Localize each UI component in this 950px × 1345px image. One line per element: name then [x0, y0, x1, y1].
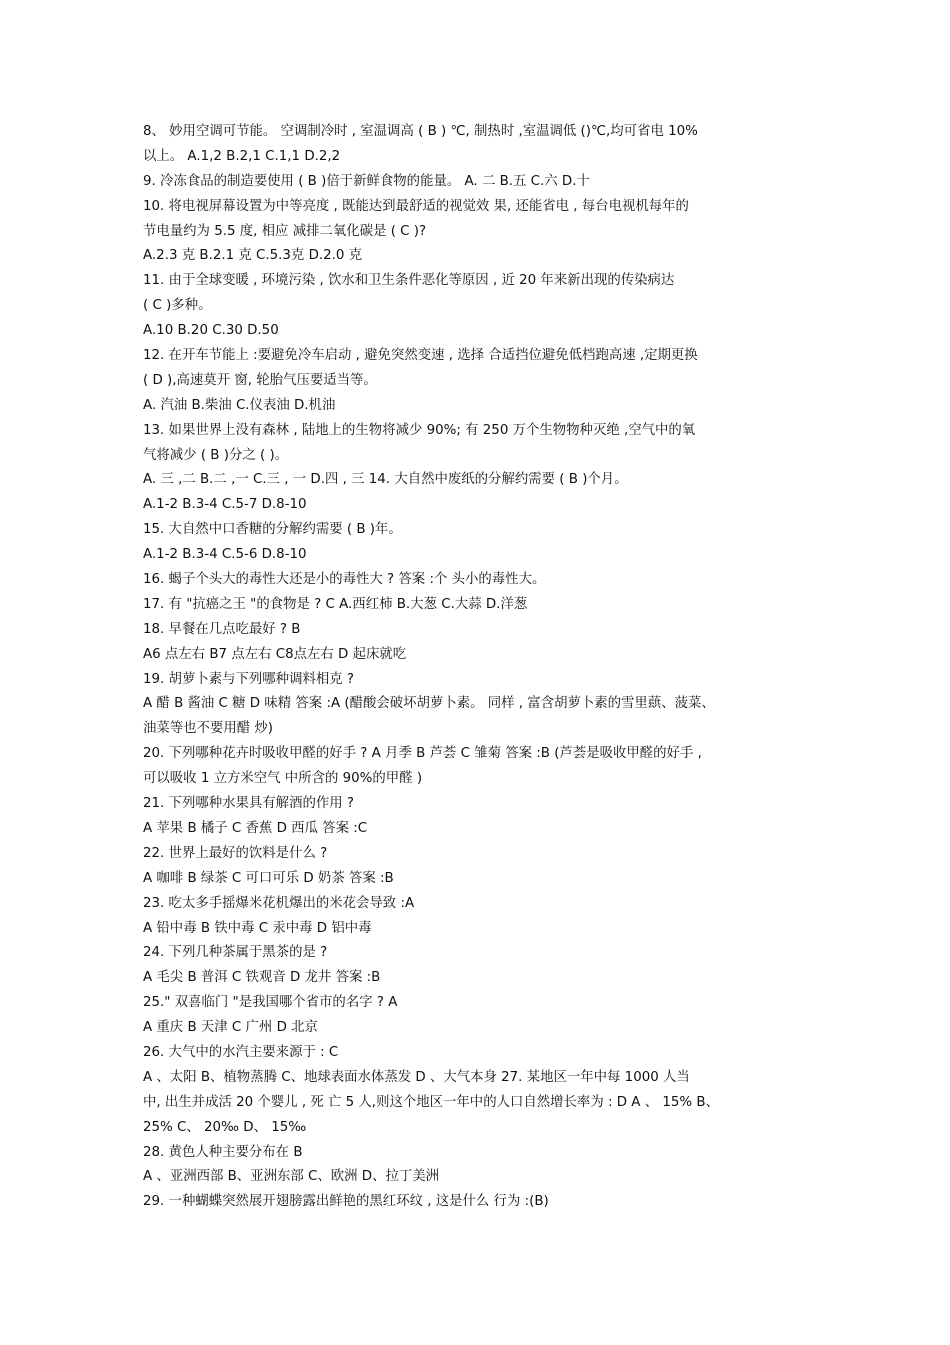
text-line: 15. 大自然中口香糖的分解约需要 ( B )年。 — [143, 522, 402, 538]
text-line: 20. 下列哪种花卉时吸收甲醛的好手 ? A 月季 B 芦荟 C 雏菊 答案 :B (芦荟是吸收甲醛的好手 , — [143, 746, 702, 762]
text-line: 17. 有 "抗癌之王 "的食物是 ? C A.西红柿 B.大葱 C.大蒜 D.洋葱 — [143, 596, 528, 612]
text-line: 25." 双喜临门 "是我国哪个省市的名字 ? A — [143, 995, 398, 1011]
text-line: 11. 由于全球变暖 , 环境污染 , 饮水和卫生条件恶化等原因 , 近 20 年来新出现的传染病达 — [143, 273, 675, 289]
text-line: 可以吸收 1 立方米空气 中所含的 90%的甲醛 ) — [143, 771, 423, 787]
text-line: ( C )多种。 — [143, 298, 212, 314]
text-line: 节电量约为 5.5 度, 相应 减排二氧化碳是 ( C )? — [143, 223, 427, 239]
text-line: 油菜等也不要用醋 炒) — [143, 721, 273, 737]
text-line: 8、 妙用空调可节能。 空调制冷时 , 室温调高 ( B ) ℃, 制热时 ,室温调低 ()℃,均可省电 10% — [143, 124, 698, 139]
text-line: ( D ),高速莫开 窗, 轮胎气压要适当等。 — [143, 372, 377, 388]
text-line: 28. 黄色人种主要分布在 B — [143, 1144, 303, 1160]
text-line: 10. 将电视屏幕设置为中等亮度 , 既能达到最舒适的视觉效 果, 还能省电 , 每台电视机每年的 — [143, 198, 689, 214]
text-line: A 苹果 B 橘子 C 香蕉 D 西瓜 答案 :C — [143, 820, 368, 836]
text-line: 21. 下列哪种水果具有解酒的作用 ? — [143, 796, 354, 812]
text-line: A 咖啡 B 绿茶 C 可口可乐 D 奶茶 答案 :B — [143, 870, 394, 886]
text-line: A6 点左右 B7 点左右 C8点左右 D 起床就吃 — [143, 646, 407, 662]
text-line: 9. 冷冻食品的制造要使用 ( B )倍于新鲜食物的能量。 A. 二 B.五 C.六 D.十 — [143, 173, 590, 189]
text-line: 以上。 A.1,2 B.2,1 C.1,1 D.2,2 — [143, 148, 341, 164]
text-line: A.1-2 B.3-4 C.5-7 D.8-10 — [143, 497, 307, 513]
text-line: A.10 B.20 C.30 D.50 — [143, 323, 279, 339]
text-line: 气将减少 ( B )分之 ( )。 — [143, 447, 289, 463]
text-line: 18. 早餐在几点吃最好 ? B — [143, 621, 301, 637]
text-line: A 重庆 B 天津 C 广州 D 北京 — [143, 1020, 318, 1036]
text-line: 24. 下列几种茶属于黑茶的是 ? — [143, 945, 328, 961]
text-line: 29. 一种蝴蝶突然展开翅膀露出鲜艳的黑红环纹 , 这是什么 行为 :(B) — [143, 1194, 549, 1210]
text-line: A.2.3 克 B.2.1 克 C.5.3克 D.2.0 克 — [143, 248, 363, 264]
text-line: 中, 出生并成活 20 个婴儿 , 死 亡 5 人,则这个地区一年中的人口自然增长率为 : D A 、 15% B、 — [143, 1094, 719, 1110]
text-line: 16. 蝎子个头大的毒性大还是小的毒性大 ? 答案 :个 头小的毒性大。 — [143, 572, 546, 588]
text-line: A. 汽油 B.柴油 C.仪表油 D.机油 — [143, 397, 336, 413]
text-line: A 醋 B 酱油 C 糖 D 味精 答案 :A (醋酸会破坏胡萝卜素。 同样 , 富含胡萝卜素的雪里蕻、菠菜、 — [143, 696, 715, 712]
text-line: 13. 如果世界上没有森林 , 陆地上的生物将减少 90%; 有 250 万个生物物种灭绝 ,空气中的氧 — [143, 422, 696, 438]
text-line: 25% C、 20‰ D、 15‰ — [143, 1119, 307, 1135]
text-line: A.1-2 B.3-4 C.5-6 D.8-10 — [143, 547, 307, 563]
text-line: A 、太阳 B、植物蒸腾 C、地球表面水体蒸发 D 、大气本身 27. 某地区一年中每 1000 人当 — [143, 1069, 690, 1085]
text-line: 22. 世界上最好的饮料是什么 ? — [143, 845, 328, 861]
text-line: A 铅中毒 B 铁中毒 C 汞中毒 D 铝中毒 — [143, 920, 372, 936]
text-line: A 毛尖 B 普洱 C 铁观音 D 龙井 答案 :B — [143, 970, 381, 986]
text-line: 19. 胡萝卜素与下列哪种调料相克 ? — [143, 671, 354, 687]
text-line: 26. 大气中的水汽主要来源于 : C — [143, 1044, 339, 1060]
question-list — [143, 120, 813, 1215]
text-line: A 、亚洲西部 B、亚洲东部 C、欧洲 D、拉丁美洲 — [143, 1169, 440, 1185]
text-line: 23. 吃太多手摇爆米花机爆出的米花会导致 :A — [143, 895, 415, 911]
text-line: 12. 在开车节能上 :要避免冷车启动 , 避免突然变速 , 选择 合适挡位避免低档跑高速 ,定期更换 — [143, 348, 698, 364]
text-line: A. 三 ,二 B.二 ,一 C.三 , 一 D.四 , 三 14. 大自然中废纸的分解约需要 ( B )个月。 — [143, 472, 628, 488]
